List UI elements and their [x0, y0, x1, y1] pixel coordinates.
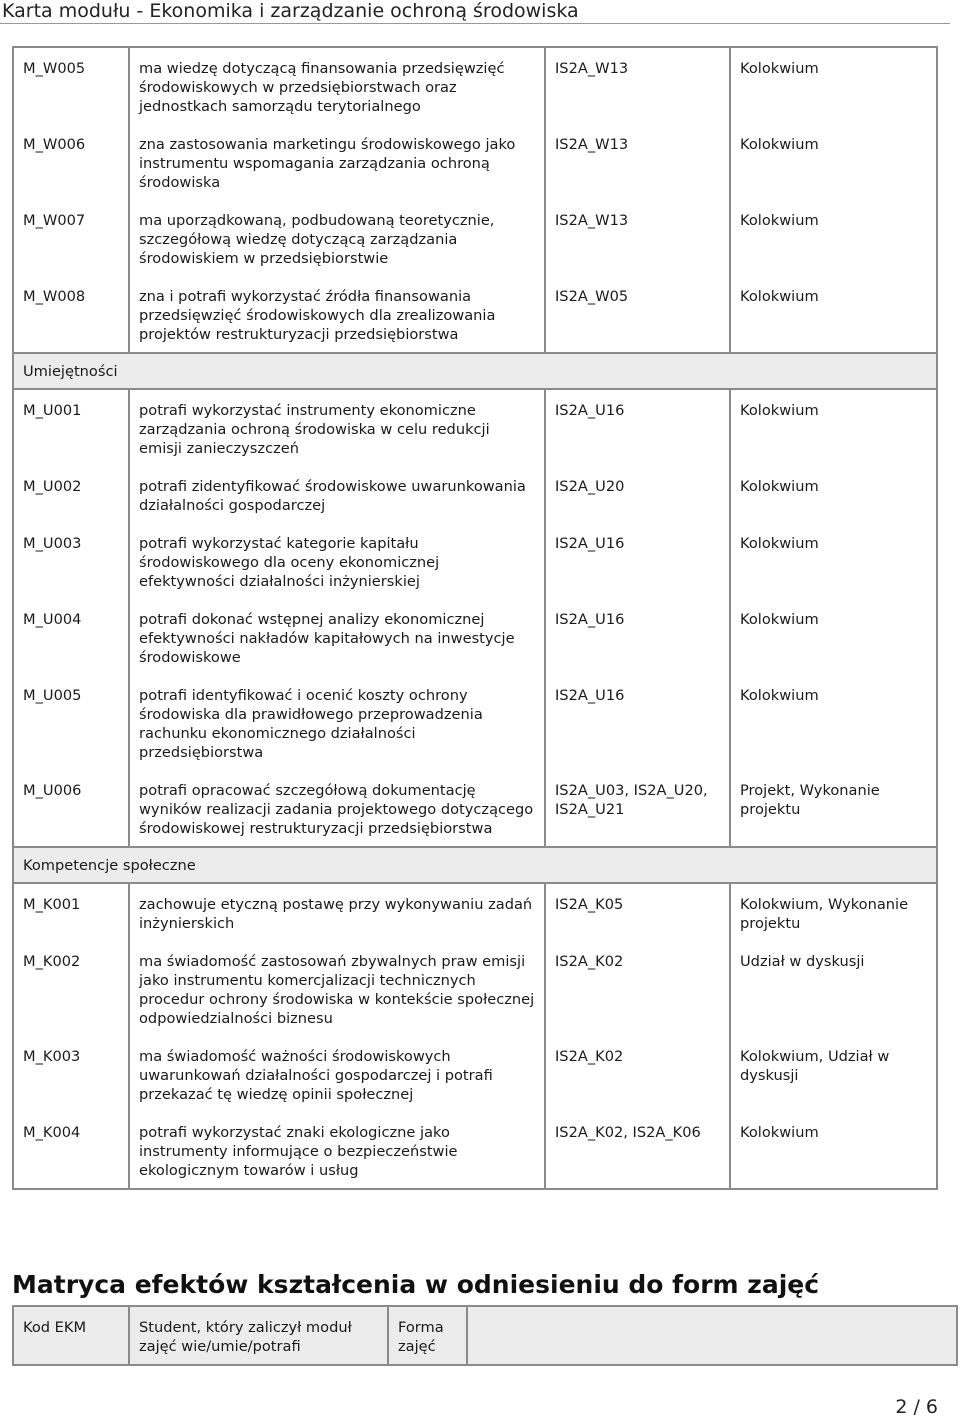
outcome-reference: IS2A_K02 [545, 1036, 730, 1112]
table-row [13, 276, 937, 353]
table-row [13, 1036, 937, 1112]
table-row [13, 47, 937, 124]
outcome-verification-method: Kolokwium [730, 675, 937, 770]
table-row [13, 523, 937, 599]
outcome-description: zna zastosowania marketingu środowiskowego jako instrumentu wspomagania zarządzania ochroną środowiska [129, 124, 545, 200]
outcome-description: potrafi identyfikować i ocenić koszty ochrony środowiska dla prawidłowego przeprowadzenia rachunku ekonomicznego działalności przedsiębiorstwa [129, 675, 545, 770]
section-header-social-competences [13, 847, 937, 883]
section-header-skills [13, 353, 937, 389]
page-number: 2 / 6 [895, 1396, 938, 1418]
outcome-code: M_W008 [13, 276, 129, 353]
learning-outcomes-table [12, 46, 938, 1190]
page-header [0, 0, 960, 24]
outcome-code: M_W006 [13, 124, 129, 200]
outcome-verification-method: Kolokwium [730, 124, 937, 200]
document-title: Karta modułu - Ekonomika i zarządzanie ochroną środowiska [2, 0, 579, 22]
table-row [13, 124, 937, 200]
outcome-description: ma wiedzę dotyczącą finansowania przedsięwzięć środowiskowych w przedsiębiorstwach oraz jednostkach samorządu terytorialnego [129, 47, 545, 124]
outcome-code: M_W005 [13, 47, 129, 124]
outcome-reference: IS2A_U16 [545, 389, 730, 466]
outcome-code: M_U003 [13, 523, 129, 599]
outcome-code: M_U006 [13, 770, 129, 847]
matrix-col-code: Kod EKM [13, 1306, 129, 1365]
outcome-verification-method: Kolokwium [730, 276, 937, 353]
outcome-verification-method: Kolokwium [730, 1112, 937, 1189]
matrix-heading: Matryca efektów kształcenia w odniesieniu do form zajęć [12, 1270, 820, 1299]
outcome-code: M_K001 [13, 883, 129, 941]
table-row [13, 941, 937, 1036]
learning-outcomes-body [13, 47, 937, 1189]
outcome-reference: IS2A_W13 [545, 47, 730, 124]
outcome-code: M_U005 [13, 675, 129, 770]
matrix-col-empty [467, 1306, 957, 1365]
outcome-reference: IS2A_K05 [545, 883, 730, 941]
outcome-code: M_K002 [13, 941, 129, 1036]
outcome-description: ma świadomość zastosowań zbywalnych praw emisji jako instrumentu komercjalizacji technicznych procedur ochrony środowiska w kontekście społecznej odpowiedzialności biznesu [129, 941, 545, 1036]
outcome-description: potrafi wykorzystać instrumenty ekonomiczne zarządzania ochroną środowiska w celu redukcji emisji zanieczyszczeń [129, 389, 545, 466]
outcome-reference: IS2A_U03, IS2A_U20, IS2A_U21 [545, 770, 730, 847]
outcome-reference: IS2A_W13 [545, 124, 730, 200]
outcome-code: M_K004 [13, 1112, 129, 1189]
outcome-verification-method: Kolokwium, Udział w dyskusji [730, 1036, 937, 1112]
outcome-reference: IS2A_W05 [545, 276, 730, 353]
outcome-code: M_U002 [13, 466, 129, 523]
outcome-description: ma uporządkowaną, podbudowaną teoretycznie, szczegółową wiedzę dotyczącą zarządzania środowiskiem w przedsiębiorstwie [129, 200, 545, 276]
table-row [13, 1112, 937, 1189]
outcome-verification-method: Udział w dyskusji [730, 941, 937, 1036]
outcome-reference: IS2A_K02 [545, 941, 730, 1036]
outcome-verification-method: Kolokwium [730, 389, 937, 466]
outcome-description: potrafi wykorzystać kategorie kapitału środowiskowego dla oceny ekonomicznej efektywności działalności inżynierskiej [129, 523, 545, 599]
matrix-header-row [13, 1306, 957, 1365]
outcome-reference: IS2A_U16 [545, 599, 730, 675]
outcome-code: M_K003 [13, 1036, 129, 1112]
outcome-description: zachowuje etyczną postawę przy wykonywaniu zadań inżynierskich [129, 883, 545, 941]
outcome-verification-method: Kolokwium [730, 47, 937, 124]
outcome-verification-method: Kolokwium [730, 599, 937, 675]
outcome-description: potrafi dokonać wstępnej analizy ekonomicznej efektywności nakładów kapitałowych na inwestycje środowiskowe [129, 599, 545, 675]
section-label: Umiejętności [13, 353, 937, 389]
table-row [13, 599, 937, 675]
outcome-description: zna i potrafi wykorzystać źródła finansowania przedsięwzięć środowiskowych dla zrealizowania projektów restrukturyzacji przedsiębiorstwa [129, 276, 545, 353]
outcome-code: M_U004 [13, 599, 129, 675]
outcome-description: potrafi zidentyfikować środowiskowe uwarunkowania działalności gospodarczej [129, 466, 545, 523]
outcome-reference: IS2A_U16 [545, 675, 730, 770]
outcome-verification-method: Kolokwium [730, 523, 937, 599]
table-row [13, 675, 937, 770]
outcome-reference: IS2A_U20 [545, 466, 730, 523]
table-row [13, 389, 937, 466]
matrix-table [12, 1305, 958, 1366]
matrix-col-form: Forma zajęć [388, 1306, 467, 1365]
outcome-description: ma świadomość ważności środowiskowych uwarunkowań działalności gospodarczej i potrafi przekazać tę wiedzę opinii społecznej [129, 1036, 545, 1112]
table-row [13, 466, 937, 523]
outcome-code: M_W007 [13, 200, 129, 276]
matrix-col-student: Student, który zaliczył moduł zajęć wie/umie/potrafi [129, 1306, 388, 1365]
outcome-verification-method: Kolokwium [730, 466, 937, 523]
table-row [13, 883, 937, 941]
outcome-reference: IS2A_W13 [545, 200, 730, 276]
outcome-verification-method: Kolokwium [730, 200, 937, 276]
outcome-verification-method: Kolokwium, Wykonanie projektu [730, 883, 937, 941]
table-row [13, 200, 937, 276]
outcome-verification-method: Projekt, Wykonanie projektu [730, 770, 937, 847]
outcome-description: potrafi wykorzystać znaki ekologiczne jako instrumenty informujące o bezpieczeństwie ekologicznym towarów i usług [129, 1112, 545, 1189]
outcome-code: M_U001 [13, 389, 129, 466]
table-row [13, 770, 937, 847]
section-label: Kompetencje społeczne [13, 847, 937, 883]
outcome-description: potrafi opracować szczegółową dokumentację wyników realizacji zadania projektowego dotyczącego środowiskowej restrukturyzacji przedsiębiorstwa [129, 770, 545, 847]
outcome-reference: IS2A_U16 [545, 523, 730, 599]
header-divider [0, 23, 950, 24]
outcome-reference: IS2A_K02, IS2A_K06 [545, 1112, 730, 1189]
